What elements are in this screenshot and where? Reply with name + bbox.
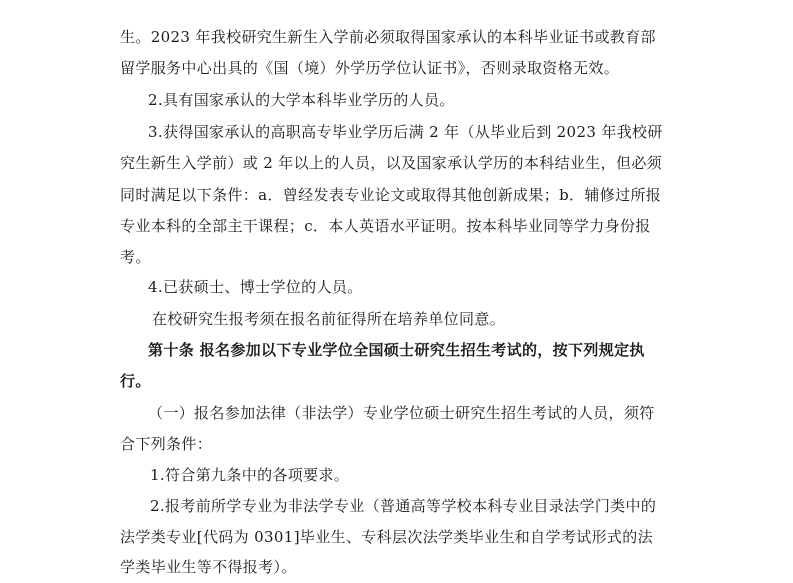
text-line: 在校研究生报考须在报名前征得所在培养单位同意。	[152, 310, 506, 328]
text-line: 4.已获硕士、博士学位的人员。	[148, 278, 363, 296]
text-line: （一）报名参加法律（非法学）专业学位硕士研究生招生考试的人员，须符	[148, 404, 655, 422]
text-line: 法学类专业[代码为 0301]毕业生、专科层次法学类毕业生和自学考试形式的法	[120, 528, 653, 546]
text-line: 1.符合第九条中的各项要求。	[150, 466, 350, 484]
text-line: 考。	[120, 248, 151, 266]
text-line: 2.报考前所学专业为非法学专业（普通高等学校本科专业目录法学门类中的	[150, 497, 657, 515]
text-line: 2.具有国家承认的大学本科毕业学历的人员。	[148, 91, 455, 109]
article-heading: 行。	[120, 372, 151, 390]
text-line: 留学服务中心出具的《国（境）外学历学位认证书》，否则录取资格无效。	[120, 59, 620, 77]
article-heading: 第十条 报名参加以下专业学位全国硕士研究生招生考试的，按下列规定执	[148, 341, 645, 359]
text-line: 学类毕业生等不得报考）。	[120, 558, 297, 576]
text-line: 究生新生入学前）或 2 年以上的人员，以及国家承认学历的本科结业生，但必须	[120, 154, 663, 172]
text-line: 同时满足以下条件：a．曾经发表专业论文或取得其他创新成果；b．辅修过所报	[120, 186, 662, 204]
text-line: 3.获得国家承认的高职高专毕业学历后满 2 年（从毕业后到 2023 年我校研	[148, 123, 663, 141]
text-line: 专业本科的全部主干课程；c．本人英语水平证明。按本科毕业同等学力身份报	[120, 217, 651, 235]
text-line: 生。2023 年我校研究生新生入学前必须取得国家承认的本科毕业证书或教育部	[120, 28, 656, 46]
text-line: 合下列条件：	[120, 435, 213, 453]
